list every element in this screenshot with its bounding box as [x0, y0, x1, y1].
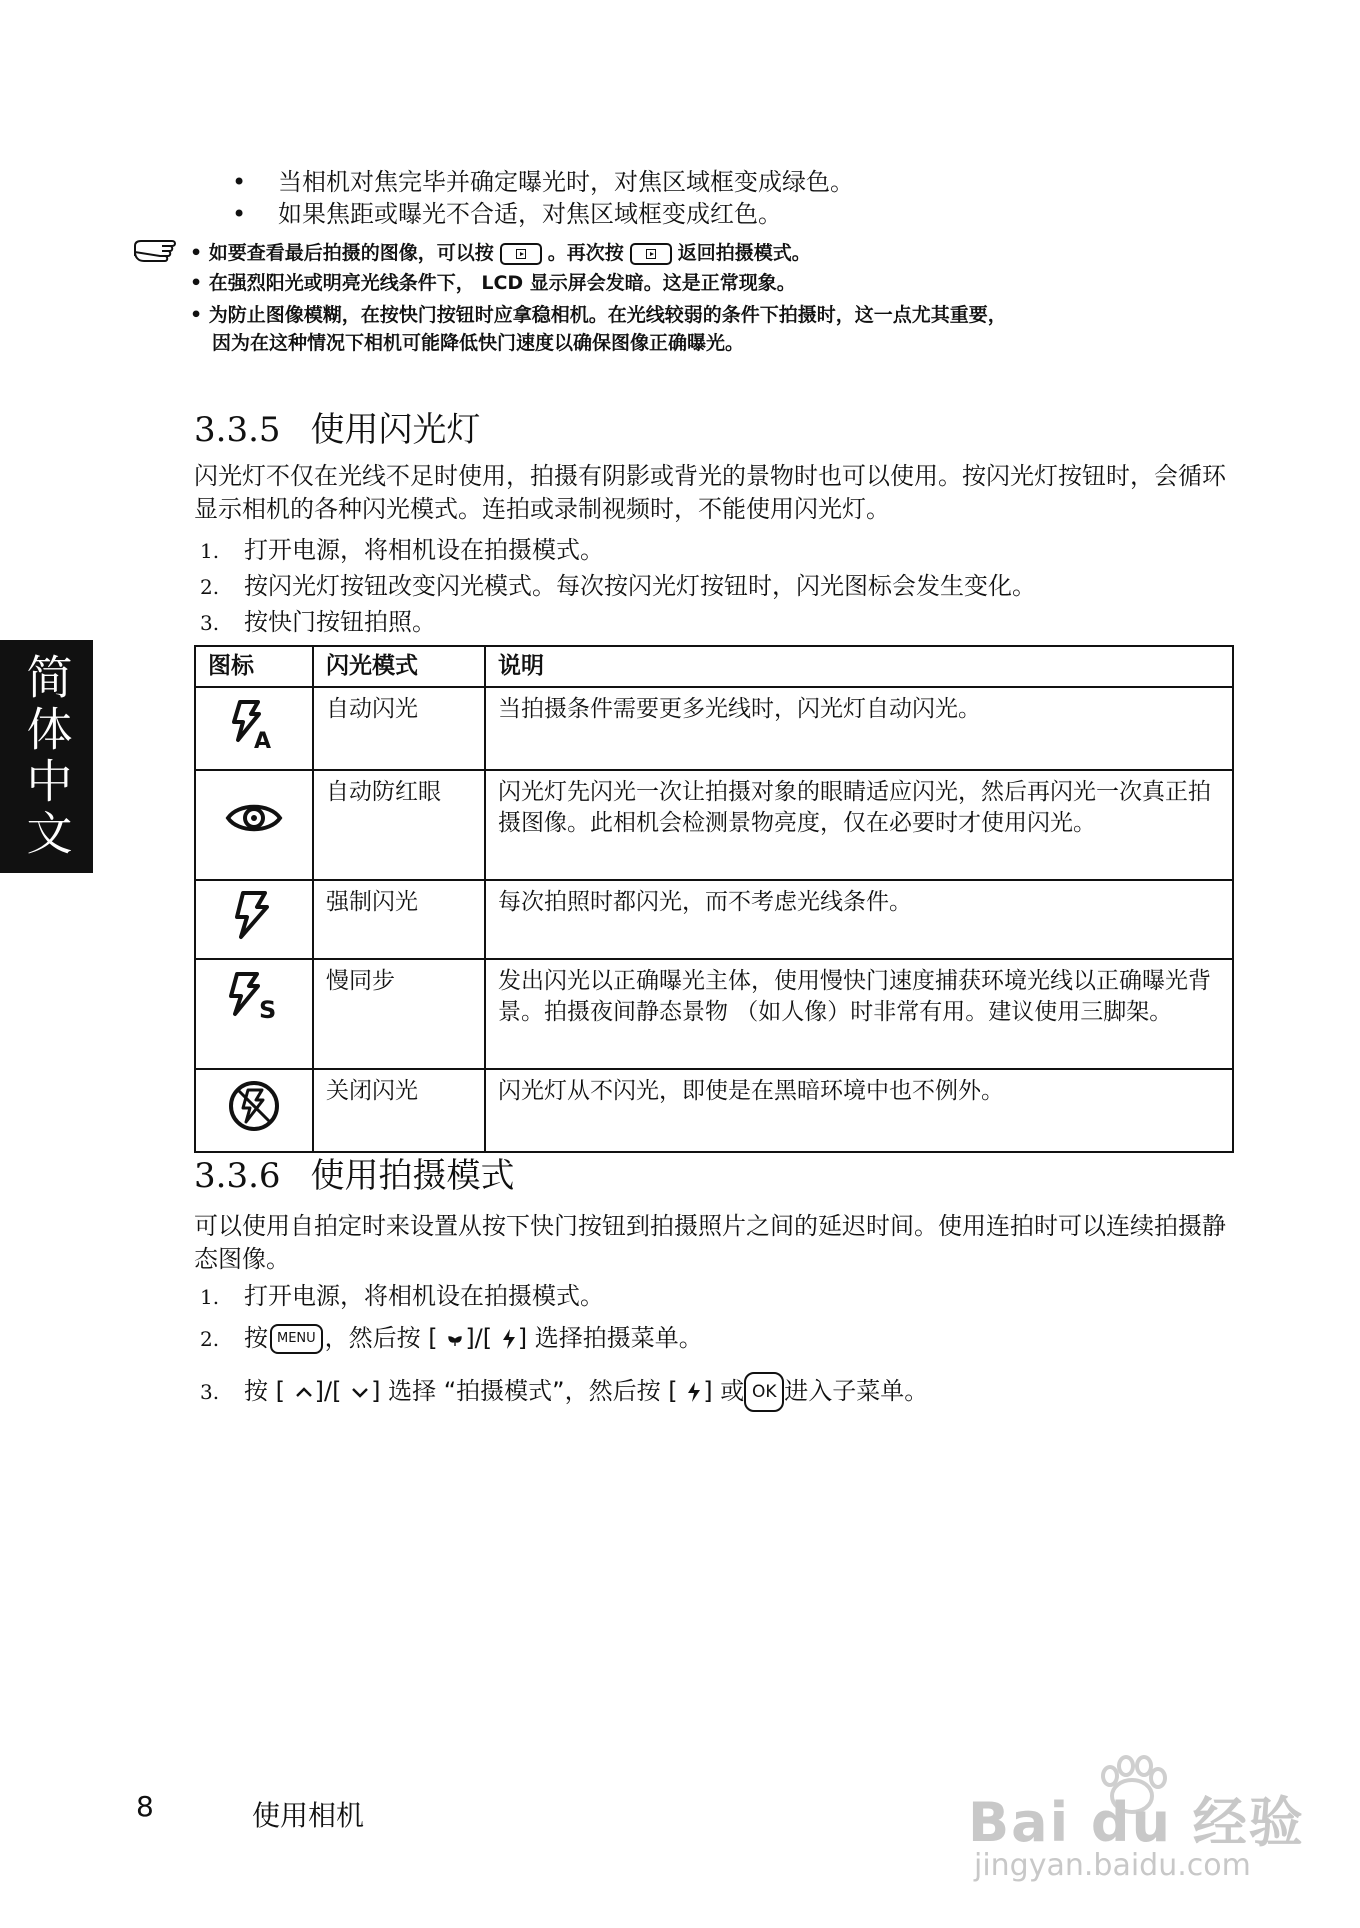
- icon-cell: [195, 687, 313, 770]
- page-number: 8: [136, 1790, 154, 1823]
- step-text: 按: [244, 1324, 268, 1352]
- watermark-url: jingyan.baidu.com: [974, 1848, 1251, 1883]
- table-header: 图标: [195, 646, 313, 687]
- step-item: [200, 1372, 928, 1412]
- icon-cell: [195, 770, 313, 880]
- icon-cell: [195, 880, 313, 959]
- flash-mode: 慢同步: [313, 959, 485, 1069]
- flash-icon: [500, 1328, 518, 1350]
- step-text: ] 或: [703, 1377, 745, 1405]
- section-number: 3.3.5: [194, 410, 281, 450]
- table-row: [195, 687, 1233, 770]
- table-header: 闪光模式: [313, 646, 485, 687]
- table-row: [195, 1069, 1233, 1152]
- step-number: 1.: [200, 1285, 220, 1309]
- section-intro: 可以使用自拍定时来设置从按下快门按钮到拍摄照片之间的延迟时间。使用连拍时可以连续拍摄静态图像。: [194, 1212, 1226, 1273]
- table-header-row: [195, 646, 1233, 687]
- flash-auto-icon: [226, 696, 282, 752]
- note-3a: • 为防止图像模糊，在按快门按钮时应拿稳相机。在光线较弱的条件下拍摄时，这一点尤其重要，: [190, 304, 1007, 326]
- note-text: 。再次按: [547, 242, 624, 264]
- flash-mode: 强制闪光: [313, 880, 485, 959]
- step-item: [200, 534, 604, 568]
- watermark-brand: Bai du 经验: [968, 1791, 1305, 1854]
- svg-text:A: A: [254, 729, 272, 752]
- step-number: 1.: [200, 539, 220, 563]
- chapter-title: 使用相机: [252, 1799, 365, 1832]
- step-text: 按 [: [244, 1377, 285, 1405]
- note-text: 返回拍摄模式。: [677, 242, 811, 264]
- icon-cell: [195, 959, 313, 1069]
- note-3b: 因为在这种情况下相机可能降低快门速度以确保图像正确曝光。: [212, 332, 745, 354]
- step-text: 进入子菜单。: [784, 1377, 929, 1405]
- flash-description: 发出闪光以正确曝光主体，使用慢快门速度捕获环境光线以正确曝光背景。拍摄夜间静态景物 （如人像）时非常有用。建议使用三脚架。: [485, 959, 1233, 1069]
- step-number: 2.: [200, 575, 220, 599]
- step-text: 按快门按钮拍照。: [244, 608, 436, 636]
- menu-key-icon: MENU: [270, 1324, 323, 1354]
- down-arrow-icon: [349, 1383, 371, 1401]
- flash-slow-sync-icon: [223, 968, 285, 1024]
- ok-key-icon: OK: [744, 1372, 784, 1412]
- note-2: • 在强烈阳光或明亮光线条件下， LCD 显示屏会发暗。这是正常现象。: [190, 272, 796, 294]
- flash-icon: [685, 1381, 703, 1403]
- table-row: [195, 880, 1233, 959]
- playback-icon: [500, 243, 542, 265]
- section-heading: [194, 1148, 515, 1197]
- step-text: ]/[: [465, 1324, 493, 1352]
- red-eye-icon: [224, 793, 284, 843]
- step-item: [200, 1280, 604, 1314]
- icon-cell: [195, 1069, 313, 1152]
- flash-description: 每次拍照时都闪光，而不考虑光线条件。: [485, 880, 1233, 959]
- table-header: 说明: [485, 646, 1233, 687]
- flash-off-icon: [226, 1078, 282, 1134]
- section-title: 使用拍摄模式: [310, 1156, 515, 1196]
- note-text: • 如要查看最后拍摄的图像，可以按: [190, 242, 494, 264]
- bullet-text: 如果焦距或曝光不合适，对焦区域框变成红色。: [278, 200, 782, 228]
- step-item: [200, 570, 1036, 604]
- step-item: [200, 1322, 703, 1356]
- step-text: ] 选择 “拍摄模式”，然后按 [: [371, 1377, 678, 1405]
- flash-description: 闪光灯先闪光一次让拍摄对象的眼睛适应闪光，然后再闪光一次真正拍摄图像。此相机会检测景物亮度，仅在必要时才使用闪光。: [485, 770, 1233, 880]
- bullet-item: • 当相机对焦完毕并确定曝光时，对焦区域框变成绿色。: [232, 168, 854, 196]
- flash-mode: 自动防红眼: [313, 770, 485, 880]
- step-text: ] 选择拍摄菜单。: [517, 1324, 703, 1352]
- flash-mode: 关闭闪光: [313, 1069, 485, 1152]
- step-number: 2.: [200, 1327, 220, 1351]
- flash-description: 闪光灯从不闪光，即使是在黑暗环境中也不例外。: [485, 1069, 1233, 1152]
- bullet-text: 当相机对焦完毕并确定曝光时，对焦区域框变成绿色。: [278, 168, 854, 196]
- note-1: [190, 238, 811, 268]
- section-number: 3.3.6: [194, 1156, 281, 1196]
- step-text: 按闪光灯按钮改变闪光模式。每次按闪光灯按钮时，闪光图标会发生变化。: [244, 572, 1036, 600]
- note-hand-icon: [132, 238, 186, 266]
- macro-flower-icon: [445, 1329, 465, 1349]
- section-heading: [194, 402, 481, 451]
- section-title: 使用闪光灯: [310, 410, 481, 450]
- step-text: 打开电源，将相机设在拍摄模式。: [244, 1282, 604, 1310]
- flash-forced-icon: [229, 889, 279, 941]
- playback-icon: [630, 243, 672, 265]
- table-row: [195, 770, 1233, 880]
- step-item: [200, 606, 436, 640]
- step-number: 3.: [200, 611, 220, 635]
- svg-text:S: S: [259, 996, 277, 1024]
- step-text: 打开电源，将相机设在拍摄模式。: [244, 536, 604, 564]
- up-arrow-icon: [293, 1383, 315, 1401]
- flash-description: 当拍摄条件需要更多光线时，闪光灯自动闪光。: [485, 687, 1233, 770]
- step-number: 3.: [200, 1380, 220, 1404]
- step-text: ，然后按 [: [324, 1324, 438, 1352]
- section-intro: 闪光灯不仅在光线不足时使用，拍摄有阴影或背光的景物时也可以使用。按闪光灯按钮时，会循环显示相机的各种闪光模式。连拍或录制视频时，不能使用闪光灯。: [194, 462, 1226, 523]
- flash-mode: 自动闪光: [313, 687, 485, 770]
- table-row: [195, 959, 1233, 1069]
- language-tab: 简体中文: [0, 640, 93, 873]
- bullet-item: • 如果焦距或曝光不合适，对焦区域框变成红色。: [232, 200, 782, 228]
- flash-mode-table: [194, 645, 1234, 1153]
- step-text: ]/[: [314, 1377, 342, 1405]
